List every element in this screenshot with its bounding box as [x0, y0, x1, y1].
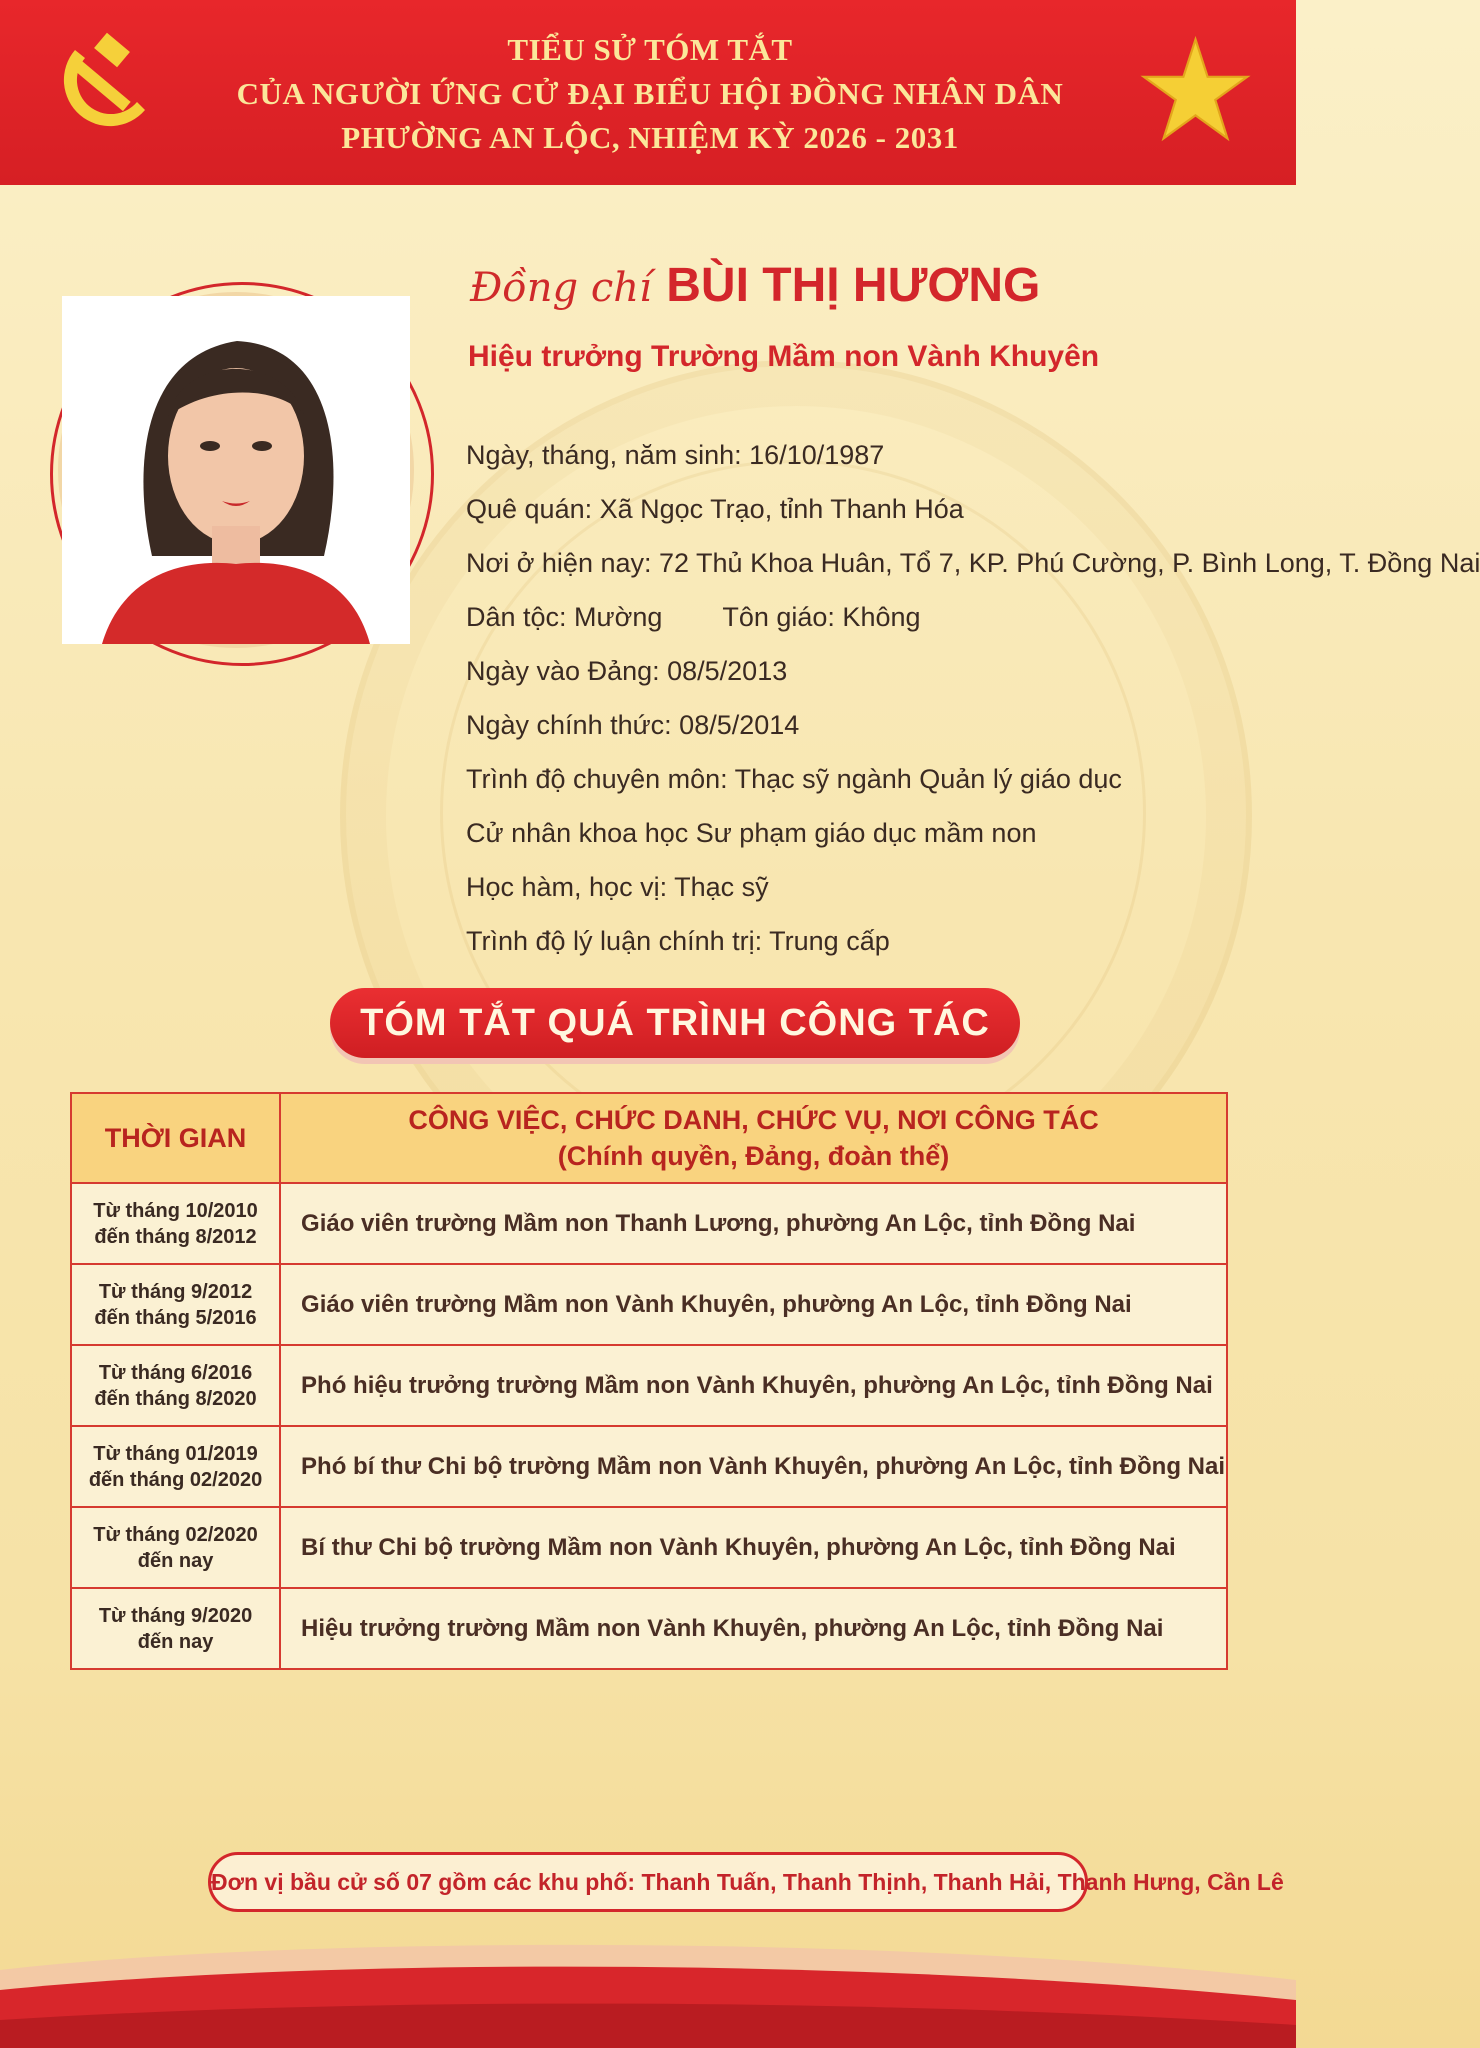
row-job: Giáo viên trường Mầm non Vành Khuyên, phường An Lộc, tỉnh Đồng Nai — [280, 1264, 1227, 1345]
table-row — [71, 1426, 1227, 1507]
column-header-job-line2: (Chính quyền, Đảng, đoàn thể) — [557, 1141, 950, 1171]
candidate-info — [466, 436, 1480, 976]
section-title-banner — [330, 988, 1020, 1058]
info-ethnicity: Dân tộc: Mường — [466, 602, 663, 632]
row-time — [71, 1426, 280, 1507]
work-history-table — [70, 1092, 1228, 1670]
section-title: TÓM TẮT QUÁ TRÌNH CÔNG TÁC — [360, 1002, 990, 1044]
row-time — [71, 1264, 280, 1345]
info-ethnicity-religion — [466, 598, 1266, 652]
row-time-from: Từ tháng 6/2016 — [98, 1361, 253, 1384]
footer-red-wave — [0, 1940, 1296, 2048]
candidate-photo — [58, 292, 414, 648]
electoral-unit-text: Đơn vị bầu cử số 07 gồm các khu phố: Thanh Tuấn, Thanh Thịnh, Thanh Hải, Thanh Hưng, Cần Lê — [211, 1869, 1284, 1895]
info-party-join: Ngày vào Đảng: 08/5/2013 — [466, 656, 788, 686]
row-time-to: đến tháng 5/2016 — [94, 1306, 257, 1329]
row-time — [71, 1507, 280, 1588]
table-row — [71, 1507, 1227, 1588]
row-time-to: đến tháng 8/2020 — [94, 1387, 257, 1410]
row-job: Hiệu trưởng trường Mầm non Vành Khuyên, phường An Lộc, tỉnh Đồng Nai — [280, 1588, 1227, 1669]
header-banner — [0, 0, 1296, 185]
row-time-from: Từ tháng 10/2010 — [93, 1199, 258, 1222]
row-time-to: đến nay — [137, 1549, 214, 1572]
candidate-position: Hiệu trưởng Trường Mầm non Vành Khuyên — [468, 340, 1100, 373]
info-religion: Tôn giáo: Không — [722, 602, 921, 632]
header-title-line3: PHƯỜNG AN LỘC, NHIỆM KỲ 2026 - 2031 — [341, 120, 959, 155]
row-time-from: Từ tháng 02/2020 — [93, 1523, 258, 1546]
row-time — [71, 1345, 280, 1426]
info-bachelor: Cử nhân khoa học Sư phạm giáo dục mầm non — [466, 818, 1037, 848]
info-expertise: Trình độ chuyên môn: Thạc sỹ ngành Quản lý giáo dục — [466, 764, 1122, 794]
table-header-row — [71, 1093, 1227, 1183]
row-time-from: Từ tháng 01/2019 — [93, 1442, 258, 1465]
info-degree: Học hàm, học vị: Thạc sỹ — [466, 872, 769, 902]
column-header-time: THỜI GIAN — [71, 1093, 280, 1183]
star-icon — [1138, 35, 1253, 145]
table-row — [71, 1345, 1227, 1426]
row-job: Phó hiệu trưởng trường Mầm non Vành Khuyên, phường An Lộc, tỉnh Đồng Nai — [280, 1345, 1227, 1426]
row-job: Giáo viên trường Mầm non Thanh Lương, phường An Lộc, tỉnh Đồng Nai — [280, 1183, 1227, 1264]
candidate-name: BÙI THỊ HƯƠNG — [666, 259, 1041, 312]
table-row — [71, 1183, 1227, 1264]
header-title-line1: TIỂU SỬ TÓM TẮT — [507, 32, 793, 67]
header-title — [170, 28, 1130, 160]
row-time-from: Từ tháng 9/2020 — [98, 1604, 253, 1627]
header-title-line2: CỦA NGƯỜI ỨNG CỬ ĐẠI BIỂU HỘI ĐỒNG NHÂN DÂN — [236, 76, 1064, 111]
row-time-from: Từ tháng 9/2012 — [98, 1280, 253, 1303]
row-time-to: đến tháng 8/2012 — [94, 1225, 257, 1248]
row-time-to: đến tháng 02/2020 — [88, 1468, 263, 1491]
row-time — [71, 1183, 280, 1264]
row-time-to: đến nay — [137, 1630, 214, 1653]
electoral-unit-note — [208, 1852, 1284, 1912]
row-job: Phó bí thư Chi bộ trường Mầm non Vành Khuyên, phường An Lộc, tỉnh Đồng Nai — [280, 1426, 1227, 1507]
candidate-prefix: Đồng chí — [470, 265, 652, 311]
info-party-official: Ngày chính thức: 08/5/2014 — [466, 710, 800, 740]
candidate-name-line — [470, 258, 1040, 313]
info-birth: Ngày, tháng, năm sinh: 16/10/1987 — [466, 440, 885, 470]
info-hometown: Quê quán: Xã Ngọc Trạo, tỉnh Thanh Hóa — [466, 494, 964, 524]
column-header-job — [280, 1093, 1227, 1183]
info-residence: Nơi ở hiện nay: 72 Thủ Khoa Huân, Tổ 7, KP. Phú Cường, P. Bình Long, T. Đồng Nai — [466, 548, 1480, 578]
table-row — [71, 1264, 1227, 1345]
table-row — [71, 1588, 1227, 1669]
column-header-job-line1: CÔNG VIỆC, CHỨC DANH, CHỨC VỤ, NƠI CÔNG TÁC — [408, 1105, 1099, 1135]
hammer-sickle-icon — [45, 30, 165, 140]
row-job: Bí thư Chi bộ trường Mầm non Vành Khuyên, phường An Lộc, tỉnh Đồng Nai — [280, 1507, 1227, 1588]
info-politics: Trình độ lý luận chính trị: Trung cấp — [466, 926, 890, 956]
row-time — [71, 1588, 280, 1669]
